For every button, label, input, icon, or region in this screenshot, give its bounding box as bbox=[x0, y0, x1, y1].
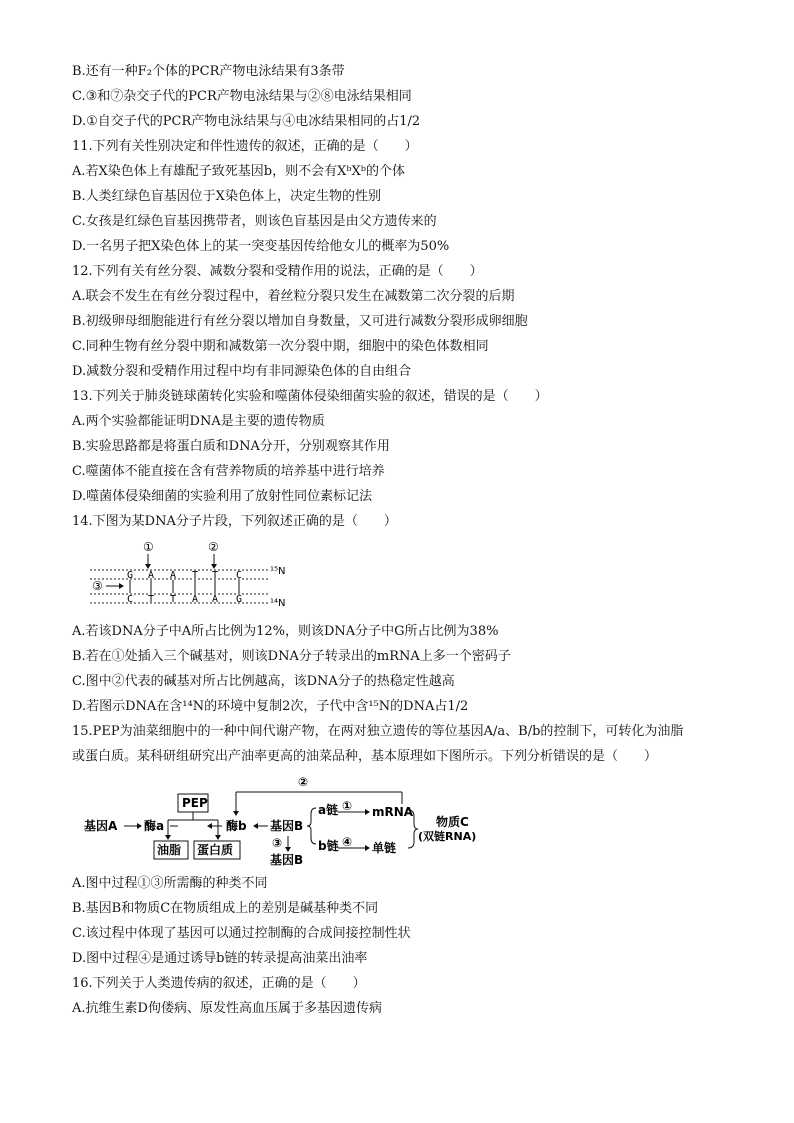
option-line: B.实验思路都是将蛋白质和DNA分开，分别观察其作用 bbox=[72, 439, 390, 454]
chain-a-label: a链 bbox=[318, 803, 339, 817]
base-bottom: T bbox=[148, 594, 155, 605]
oil-pathway-figure bbox=[82, 772, 502, 868]
text-line: D.①自交子代的PCR产物电泳结果与④电冰结果相同的占1/2 bbox=[72, 114, 421, 129]
oil-label: 油脂 bbox=[157, 843, 182, 857]
option-line: D.一名男子把X染色体上的某一突变基因传给他女儿的概率为50% bbox=[72, 239, 450, 254]
gene-b2-label: 基因B bbox=[270, 853, 304, 867]
option-line: C.图中②代表的碱基对所占比例越高，该DNA分子的热稳定性越高 bbox=[72, 674, 455, 689]
option-line: B.基因B和物质C在物质组成上的差别是碱基种类不同 bbox=[72, 901, 379, 916]
question-14: 14.下图为某DNA分子片段，下列叙述正确的是（ ） bbox=[72, 514, 397, 529]
marker-2: ② bbox=[208, 540, 219, 554]
question-12: 12.下列有关有丝分裂、减数分裂和受精作用的说法，正确的是（ ） bbox=[72, 264, 483, 279]
pep-label: PEP bbox=[182, 796, 208, 810]
marker-3: ③ bbox=[92, 579, 103, 593]
base-bottom: T bbox=[170, 594, 177, 605]
marker-1: ① bbox=[143, 540, 154, 554]
step-3: ③ bbox=[272, 836, 283, 850]
option-line: A.若X染色体上有雄配子致死基因b，则不会有XᵇXᵇ的个体 bbox=[72, 164, 406, 179]
enzyme-b-label: 酶b bbox=[226, 819, 247, 833]
base-top: A bbox=[148, 570, 155, 581]
base-top: C bbox=[236, 570, 243, 581]
dna-fragment-figure bbox=[86, 536, 296, 616]
question-16: 16.下列关于人类遗传病的叙述，正确的是（ ） bbox=[72, 976, 366, 991]
option-line: C.同种生物有丝分裂中期和减数第一次分裂中期，细胞中的染色体数相同 bbox=[72, 339, 489, 354]
option-line: A.联会不发生在有丝分裂过程中，着丝粒分裂只发生在减数第二次分裂的后期 bbox=[72, 289, 515, 304]
protein-label: 蛋白质 bbox=[197, 843, 234, 857]
base-top: T bbox=[212, 570, 219, 581]
single-strand-label: 单链 bbox=[372, 841, 397, 855]
base-bottom: A bbox=[212, 594, 219, 605]
option-line: A.抗维生素D佝偻病、原发性高血压属于多基因遗传病 bbox=[72, 1001, 382, 1016]
option-line: D.减数分裂和受精作用过程中均有非同源染色体的自由组合 bbox=[72, 364, 412, 379]
option-line: D.噬菌体侵染细菌的实验利用了放射性同位素标记法 bbox=[72, 489, 373, 504]
substance-c-label: 物质C bbox=[436, 815, 469, 829]
option-line: B.人类红绿色盲基因位于X染色体上，决定生物的性别 bbox=[72, 189, 381, 204]
base-top: T bbox=[192, 570, 199, 581]
option-line: A.图中过程①③所需酶的种类不同 bbox=[72, 876, 268, 891]
option-line: A.两个实验都能证明DNA是主要的遗传物质 bbox=[72, 414, 325, 429]
step-1: ① bbox=[342, 799, 353, 813]
base-top: A bbox=[170, 570, 177, 581]
option-line: C.噬菌体不能直接在含有营养物质的培养基中进行培养 bbox=[72, 464, 385, 479]
text-line: B.还有一种F₂个体的PCR产物电泳结果有3条带 bbox=[72, 64, 345, 79]
substance-c-sub: (双链RNA) bbox=[418, 830, 477, 843]
mrna-label: mRNA bbox=[372, 805, 414, 819]
option-line: A.若该DNA分子中A所占比例为12%，则该DNA分子中G所占比例为38% bbox=[72, 624, 499, 639]
option-line: C.该过程中体现了基因可以通过控制酶的合成间接控制性状 bbox=[72, 926, 411, 941]
base-bottom: C bbox=[127, 594, 134, 605]
option-line: D.图中过程④是通过诱导b链的转录提高油菜出油率 bbox=[72, 951, 368, 966]
gene-b-label: 基因B bbox=[270, 819, 304, 833]
label-14n: ¹⁴N bbox=[270, 598, 286, 609]
question-13: 13.下列关于肺炎链球菌转化实验和噬菌体侵染细菌实验的叙述，错误的是（ ） bbox=[72, 389, 548, 404]
question-15: 15.PEP为油菜细胞中的一种中间代谢产物，在两对独立遗传的等位基因A/a、B/b的控制下，可转化为油脂 bbox=[72, 724, 684, 739]
option-line: B.若在①处插入三个碱基对，则该DNA分子转录出的mRNA上多一个密码子 bbox=[72, 649, 511, 664]
base-top: G bbox=[127, 570, 134, 581]
text-line: 或蛋白质。某科研组研究出产油率更高的油菜品种，基本原理如下图所示。下列分析错误的是（ ） bbox=[72, 749, 658, 764]
gene-a-label: 基因A bbox=[84, 819, 118, 833]
step-2: ② bbox=[298, 775, 309, 789]
chain-b-label: b链 bbox=[318, 839, 339, 853]
enzyme-a-label: 酶a bbox=[144, 819, 165, 833]
question-11: 11.下列有关性别决定和伴性遗传的叙述，正确的是（ ） bbox=[72, 139, 418, 154]
option-line: C.女孩是红绿色盲基因携带者，则该色盲基因是由父方遗传来的 bbox=[72, 214, 437, 229]
step-4: ④ bbox=[342, 835, 353, 849]
base-bottom: G bbox=[236, 594, 243, 605]
text-line: C.③和⑦杂交子代的PCR产物电泳结果与②⑧电泳结果相同 bbox=[72, 89, 412, 104]
label-15n: ¹⁵N bbox=[270, 566, 286, 577]
option-line: B.初级卵母细胞能进行有丝分裂以增加自身数量，又可进行减数分裂形成卵细胞 bbox=[72, 314, 528, 329]
base-bottom: A bbox=[192, 594, 199, 605]
option-line: D.若图示DNA在含¹⁴N的环境中复制2次，子代中含¹⁵N的DNA占1/2 bbox=[72, 699, 469, 714]
